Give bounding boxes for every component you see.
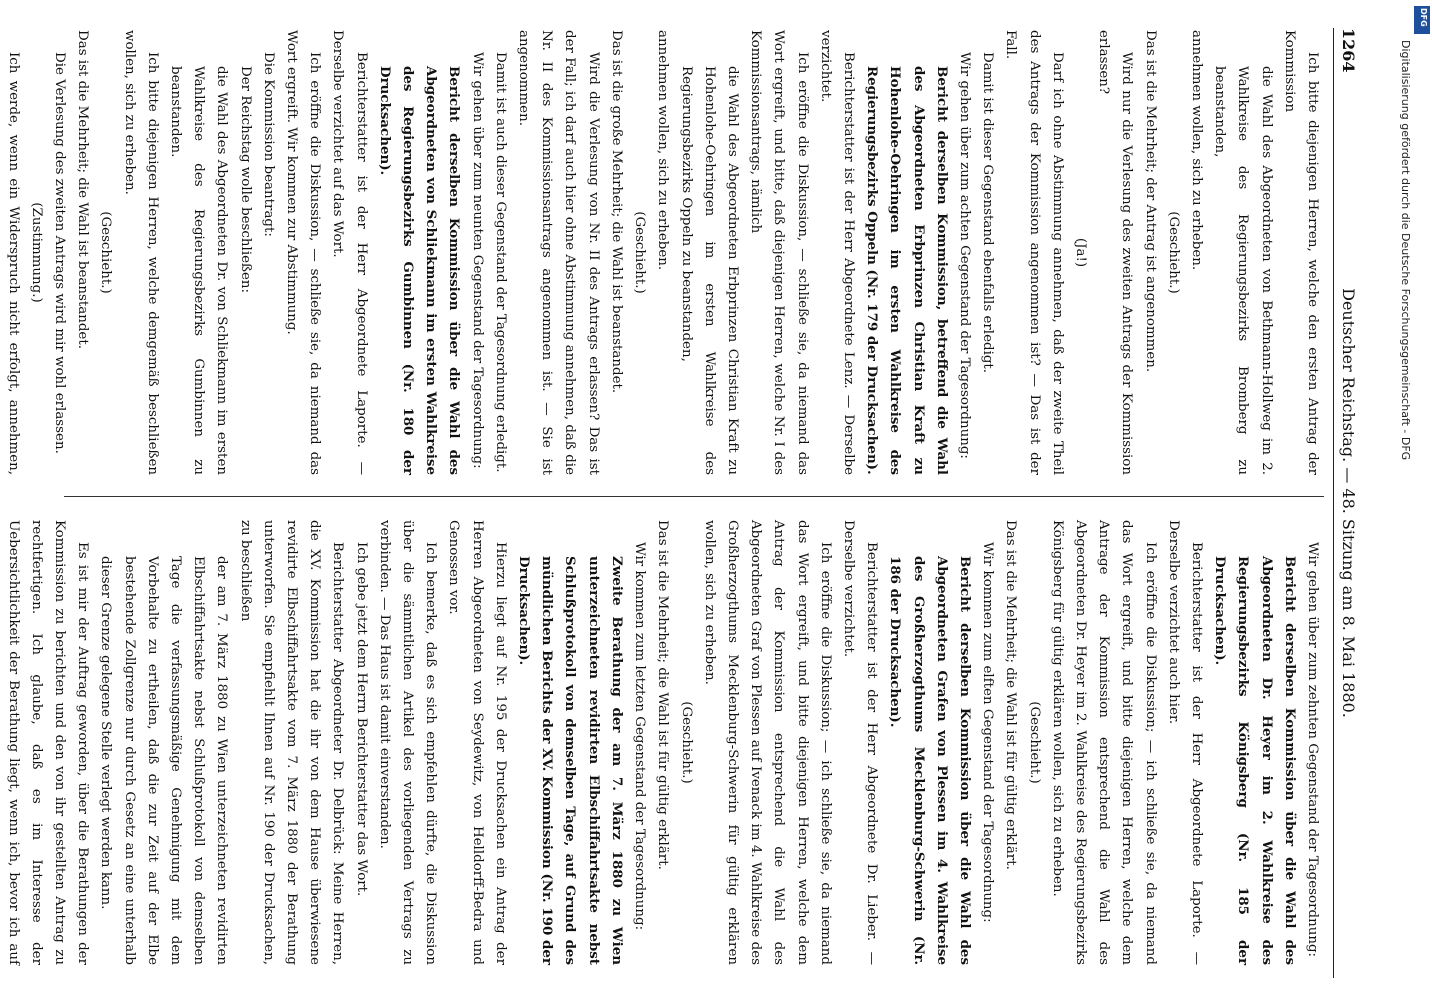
paragraph: Damit ist auch dieser Gegenstand der Tagesordnung erledigt. — [492, 52, 508, 473]
paragraph: Wird die Verlesung von Nr. II des Antrags erlassen? Das ist der Fall; ich darf auch hier ohne Abstimmung annehmen, daß die Nr. II des Kommissionsantrags angenommen ist. — Sie ist angenommen. — [516, 30, 601, 475]
paragraph: Ich bemerke, daß es sich empfehlen dürfte, die Diskussion über die sämmtlichen Artikel des vorliegenden Vertrags zu verbinden. — Das Haus ist damit einverstanden. — [376, 520, 439, 965]
paragraph: Wir gehen über zum zehnten Gegenstand der Tagesordnung: — [1305, 542, 1320, 958]
paragraph: Die Kommission beantragt: — [260, 52, 276, 237]
paragraph: Das ist die große Mehrheit; die Wahl ist beanstandet. — [608, 30, 624, 394]
page-header — [1333, 28, 1364, 978]
paragraph: Berichterstatter ist der Herr Abgeordnete Laporte. — Derselbe verzichtet auf das Wort. — [330, 30, 369, 475]
paragraph: (Ja!) — [1072, 237, 1088, 268]
paragraph: Bericht derselben Kommission, betreffend die Wahl des Abgeordneten Erbprinzen Christian Kraft zu Hohenlohe-Oehringen im ersten Wahlkreise des Regierungsbezirks Oppeln (Nr. 179 der Drucksachen). — [864, 66, 950, 475]
paragraph: der am 7. März 1880 zu Wien unterzeichneten revidirten Elbschiffahrtsakte nebst Schlußprotokoll von demselben Tage die verfassungsmäßige Genehmigung mit dem Vorbehalte zu ertheilen, daß die zur Zeit auf der Elbe bestehende Zollgrenze nur durch Gesetz an eine unterhalb dieser Grenze gelegene Stelle verlegt werden kann. — [98, 556, 230, 965]
right-column — [5, 520, 1324, 965]
paragraph: Ich eröffne die Diskussion; — ich schließe sie, da niemand das Wort ergreift, und bitte diejenigen Herren, welche dem Antrage der Kommission entsprechend die Wahl des Abgeordneten Dr. Heyer im 2. Wahlkreise des Regierungsbezirks Königsberg für gültig erklären wollen, sich zu erheben. — [1049, 520, 1158, 965]
paragraph: Zweite Berathung der am 7. März 1880 zu Wien unterzeichneten revidirten Elbschiffahrtsakte nebst Schlußprotokoll von demselben Tage, auf Grund des mündlichen Berichts der XV. Kommission (Nr. 190 der Drucksachen). — [516, 556, 625, 965]
paragraph: (Geschieht.) — [678, 701, 694, 784]
column-divider — [64, 496, 1324, 497]
paragraph: Wir kommen zum elften Gegenstand der Tagesordnung: — [980, 542, 996, 923]
paragraph: annehmen wollen, sich zu erheben. — [655, 30, 671, 271]
page-number: 1264 — [1339, 28, 1358, 73]
paragraph: (Zustimmung.) — [28, 202, 44, 303]
page-title: Deutscher Reichstag. — 48. Sitzung am 8. Mai 1880. — [1339, 288, 1358, 718]
paragraph: Wir gehen über zum neunten Gegenstand der Tagesordnung: — [469, 52, 485, 469]
paragraph: Darf ich ohne Abstimmung annehmen, daß der zweite Theil des Antrags der Kommission angenommen ist? — Das ist der Fall. — [1003, 30, 1065, 475]
paragraph: Damit ist dieser Gegenstand ebenfalls erledigt. — [980, 52, 996, 374]
digitization-credit: Digitalisierung gefördert durch die Deutsche Forschungsgemeinschaft - DFG — [1399, 40, 1412, 461]
paragraph: Wir gehen über zum achten Gegenstand der Tagesordnung: — [956, 52, 972, 459]
paragraph: Bericht derselben Kommission über die Wahl des Abgeordneten Dr. Heyer im 2. Wahlkreise des Regierungsbezirks Königsberg (Nr. 185 der Drucksachen). — [1212, 556, 1298, 965]
paragraph: Ich werde, wenn ein Widerspruch nicht erfolgt, annehmen, — [5, 52, 21, 475]
paragraph: Wird nur die Verlesung des zweiten Antrags der Kommission erlassen? — [1096, 30, 1135, 475]
paragraph: Ich gebe jetzt dem Herrn Berichterstatter das Wort. — [353, 542, 369, 897]
paragraph: Es ist mir der Auftrag geworden, über die Berathungen der Kommission zu berichten und den von ihr gestellten Antrag zu rechtfertigen. Ich glaube, daß es im Interesse der Uebersichtlichkeit der Berathung liegt, wenn ich, bevor ich auf — [5, 520, 91, 965]
paragraph: die Wahl des Abgeordneten Erbprinzen Christian Kraft zu Hohenlohe-Oehringen im ersten Wahlkreise des Regierungsbezirks Oppeln zu beanstanden, — [678, 66, 740, 475]
paragraph: Bericht derselben Kommission über die Wahl des Abgeordneten Grafen von Plessen im 4. Wahlkreise des Großherzogthums Mecklenburg-Schwerin (Nr. 186 der Drucksachen). — [887, 556, 973, 965]
paragraph: (Geschieht.) — [98, 211, 114, 294]
paragraph: Berichterstatter ist der Herr Abgeordnete Laporte. — Derselbe verzichtet auch hier. — [1165, 520, 1204, 965]
paragraph: Ich eröffne die Diskussion; — ich schließe sie, da niemand das Wort ergreift, und bitte diejenigen Herren, welche dem Antrag der Kommission entsprechend die Wahl des Abgeordneten Graf von Plessen auf Ivenack im 4. Wahlkreise des Großherzogthums Mecklenburg-Schwerin für gültig erklären wollen, sich zu erheben. — [701, 520, 833, 965]
paragraph: Ich eröffne die Diskussion, — schließe sie, da niemand das Wort ergreift. Wir kommen zur Abstimmung. — [284, 30, 323, 475]
paragraph: Das ist die Mehrheit; die Wahl ist beanstandet. — [75, 30, 91, 349]
paragraph: Berichterstatter ist der Herr Abgeordnete Lenz. — Derselbe verzichtet. — [817, 30, 856, 475]
document-page — [5, 0, 1380, 1000]
paragraph: Die Verlesung des zweiten Antrags wird mir wohl erlassen. — [52, 52, 68, 454]
paragraph: Ich eröffne die Diskussion, — schließe sie, da niemand das Wort ergreift, und bitte, daß diejenigen Herren, welche Nr. I des Kommissionsantrags, nämlich — [748, 30, 810, 475]
left-column — [5, 30, 1324, 475]
paragraph: Das ist die Mehrheit; der Antrag ist angenommen. — [1142, 30, 1158, 373]
paragraph: die Wahl des Abgeordneten von Bethmann-Hollweg im 2. Wahlkreise des Regierungsbezirks Bromberg zu beanstanden, — [1212, 66, 1274, 475]
paragraph: Berichterstatter ist der Herr Abgeordnete Dr. Lieber. — Derselbe verzichtet. — [840, 520, 880, 965]
paragraph: Ich bitte diejenigen Herren, welche demgemäß beschließen wollen, sich zu erheben. — [121, 30, 160, 475]
paragraph: Der Reichstag wolle beschließen: — [237, 66, 253, 294]
paragraph: (Geschieht.) — [1165, 211, 1181, 294]
dfg-logo: DFG — [1414, 6, 1430, 34]
paragraph: die Wahl des Abgeordneten Dr. von Schliekmann im ersten Wahlkreise des Regierungsbezirks Gumbinnen zu beanstanden. — [168, 66, 230, 475]
paragraph: Hierzu liegt auf Nr. 195 der Drucksachen ein Antrag der Herren Abgeordneten von Seydewitz, von Helldorff-Bedra und Genossen vor. — [446, 520, 508, 965]
paragraph: Berichterstatter Abgeordneter Dr. Delbrück: Meine Herren, die XV. Kommission hat die ihr von dem Hause überwiesene revidirte Elbschiffahrtsakte vom 7. März 1880 der Berathung unterworfen. Sie empfiehlt Ihnen auf Nr. 190 der Drucksachen, zu beschließen — [237, 520, 346, 965]
paragraph: Das ist die Mehrheit; die Wahl ist für gültig erklärt. — [655, 520, 671, 870]
paragraph: Wir kommen zum letzten Gegenstand der Tagesordnung: — [632, 542, 648, 931]
paragraph: Ich bitte diejenigen Herren, welche den ersten Antrag der Kommission — [1281, 30, 1320, 475]
paragraph: Bericht derselben Kommission über die Wahl des Abgeordneten von Schliekmann im ersten Wahlkreise des Regierungsbezirks Gumbinnen (Nr. 180 der Drucksachen). — [376, 66, 463, 475]
paragraph: Das ist die Mehrheit; die Wahl ist für gültig erklärt. — [1003, 520, 1019, 870]
paragraph: (Geschieht.) — [1026, 701, 1042, 784]
paragraph: (Geschieht.) — [632, 211, 648, 294]
paragraph: annehmen wollen, sich zu erheben. — [1188, 30, 1204, 271]
